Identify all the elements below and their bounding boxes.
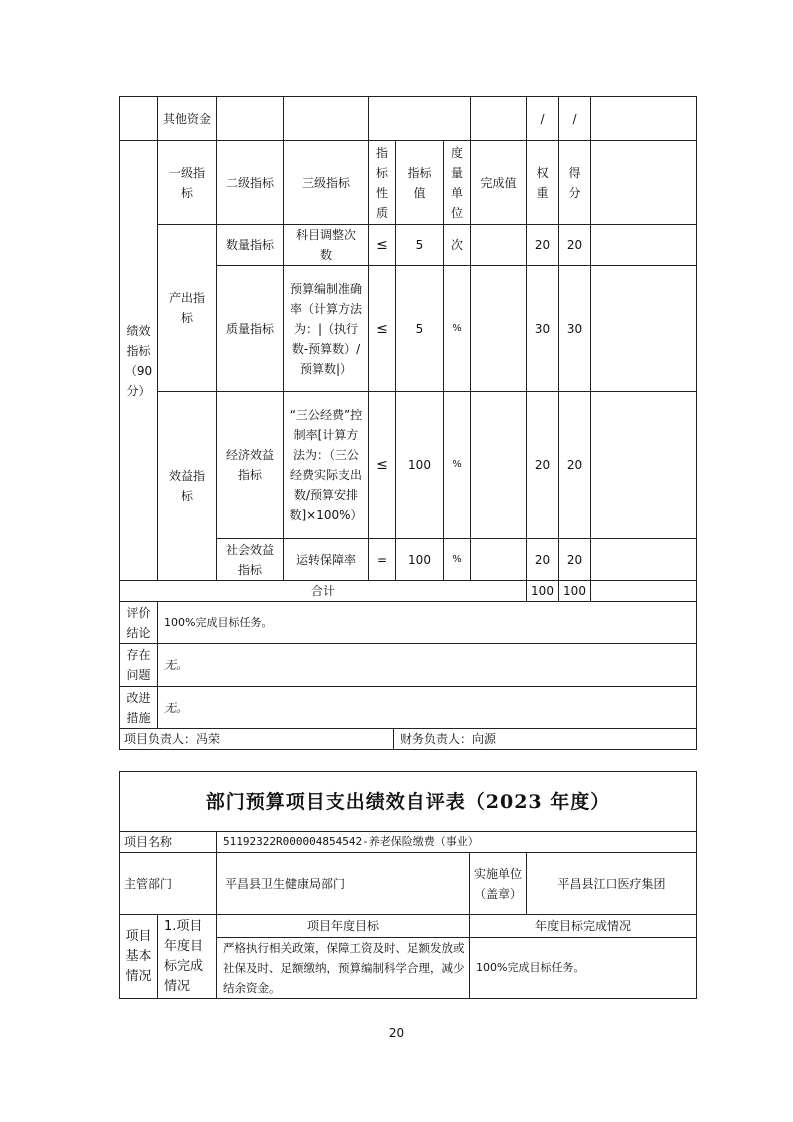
cell-score: 30: [566, 321, 583, 336]
form-title: 部门预算项目支出绩效自评表（2023 年度）: [205, 790, 611, 813]
conclusion-text: 100%完成目标任务。: [164, 615, 273, 629]
improvements-label: 改进措施: [126, 690, 151, 725]
cell-completed: [471, 266, 526, 391]
cell-level3: 运转保障率: [295, 552, 356, 567]
project-name: 51192322R000004854542-养老保险缴费（事业）: [223, 835, 479, 848]
cell-score: 20: [566, 458, 583, 472]
cell-nature: ≤: [376, 237, 388, 253]
cell-nature: ≤: [376, 457, 388, 473]
grid-line: [696, 771, 697, 999]
total-score: 100: [563, 584, 586, 598]
page-number: 20: [388, 1026, 405, 1040]
problems-text: 无。: [164, 658, 189, 672]
other-funds-weight: /: [540, 111, 545, 126]
cell-completed: [471, 539, 526, 580]
grid-line: [696, 96, 697, 750]
cell-level2: 质量指标: [225, 321, 274, 336]
cell-weight: 20: [534, 552, 551, 567]
group-output-indicators: 产出指标: [168, 291, 205, 325]
grid-line: [590, 96, 591, 601]
conclusion-label: 评价结论: [126, 605, 151, 640]
cell-level3: 预算编制准确率（计算方法为：|（执行数-预算数）/预算数|）: [290, 281, 363, 376]
header-unit: 度量单位: [450, 145, 463, 220]
header-level2: 二级指标: [225, 175, 274, 190]
total-label: 合计: [310, 584, 335, 598]
header-weight: 权重: [536, 165, 549, 200]
cell-value: 100: [408, 552, 431, 567]
finance-lead: 财务负责人：向源: [400, 732, 497, 746]
cell-value: 100: [408, 458, 431, 472]
impl-value: 平昌县江口医疗集团: [557, 876, 666, 891]
cell-unit: 次: [450, 238, 463, 252]
dept-label: 主管部门: [124, 876, 173, 891]
improvements-text: 无。: [164, 700, 189, 715]
cell-nature: ≤: [376, 320, 388, 337]
other-funds-score: /: [572, 111, 577, 126]
status-header: 年度目标完成情况: [534, 919, 631, 933]
performance-indicators-label: 绩效指标（90分）: [124, 323, 153, 398]
cell-completed: [471, 392, 526, 538]
grid-line: [119, 749, 697, 750]
header-score: 得分: [568, 165, 581, 200]
cell-weight: 20: [534, 458, 551, 472]
cell-weight: 20: [534, 238, 551, 252]
project-name-label: 项目名称: [124, 835, 173, 849]
cell-score: 20: [566, 238, 583, 252]
cell-nature: =: [376, 552, 388, 567]
cell-unit: %: [452, 553, 462, 565]
header-value: 指标值: [407, 165, 432, 200]
cell-level2: 数量指标: [225, 238, 274, 252]
header-level3: 三级指标: [301, 175, 350, 190]
cell-level3: 科目调整次数: [295, 228, 356, 262]
header-nature: 指标性质: [375, 145, 388, 220]
cell-level3: “三公经费”控制率[计算方法为：（三公经费实际支出数/预算安排数]×100%）: [289, 408, 363, 522]
total-weight: 100: [531, 584, 554, 598]
project-lead: 项目负责人：冯荣: [124, 732, 221, 746]
goal-header: 项目年度目标: [306, 919, 379, 933]
cell-value: 5: [415, 238, 424, 252]
impl-label: 实施单位（盖章）: [474, 866, 523, 901]
cell-level2: 经济效益指标: [225, 448, 274, 482]
cell-score: 20: [566, 552, 583, 567]
group-benefit-indicators: 效益指标: [168, 469, 205, 503]
header-level1: 一级指标: [168, 165, 205, 200]
goal-text: 严格执行相关政策，保障工资及时、足额发放或社保及时、足额缴纳，预算编制科学合理，减少结余资金。: [223, 941, 465, 995]
grid-line: [119, 998, 697, 999]
problems-label: 存在问题: [126, 648, 151, 682]
cell-unit: %: [452, 459, 462, 470]
cell-value: 5: [415, 321, 424, 336]
cell-unit: %: [452, 322, 462, 334]
annual-goal-sub-label: 1.项目年度目标完成情况: [164, 918, 204, 994]
cell-completed: [471, 225, 526, 265]
basic-info-label: 项目基本情况: [125, 928, 152, 984]
header-completed: 完成值: [480, 175, 517, 190]
cell-level2: 社会效益指标: [225, 542, 274, 577]
dept-value: 平昌县卫生健康局部门: [225, 876, 346, 891]
other-funds-label: 其他资金: [162, 111, 211, 126]
cell-weight: 30: [534, 321, 551, 336]
status-text: 100%完成目标任务。: [476, 961, 585, 974]
